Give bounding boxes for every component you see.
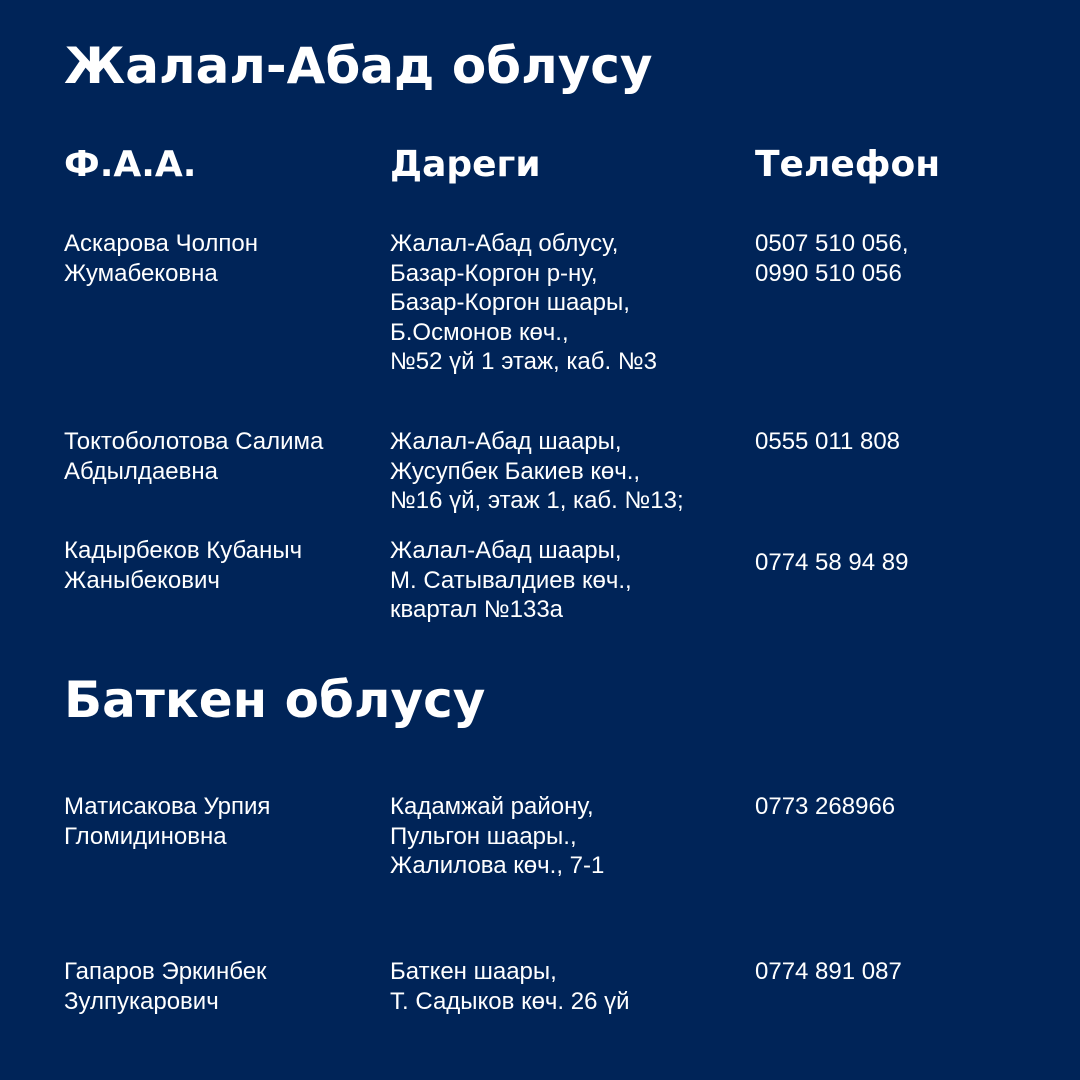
contact-name: Кадырбеков Кубаныч Жаныбекович <box>64 537 303 594</box>
contact-address: Кадамжай району, Пульгон шаары., Жалилова көч., 7-1 <box>390 793 605 879</box>
contact-name: Гапаров Эркинбек Зулпукарович <box>64 958 267 1015</box>
contact-address: Баткен шаары, Т. Садыков көч. 26 үй <box>390 958 630 1015</box>
contact-phone: 0774 891 087 <box>755 958 902 985</box>
contact-address: Жалал-Абад шаары, М. Сатывалдиев көч., квартал №133а <box>390 537 632 623</box>
contact-phone: 0555 011 808 <box>755 428 901 455</box>
column-header-name: Ф.А.А. <box>64 144 197 185</box>
section-title-batken: Баткен облусу <box>64 671 486 729</box>
contact-address: Жалал-Абад шаары, Жусупбек Бакиев көч., №16 үй, этаж 1, каб. №13; <box>390 428 684 514</box>
column-header-phone: Телефон <box>755 144 941 185</box>
contact-name: Матисакова Урпия Гломидиновна <box>64 793 271 850</box>
contact-phone: 0507 510 056, 0990 510 056 <box>755 230 909 287</box>
contact-name: Токтоболотова Салима Абдылдаевна <box>64 428 324 485</box>
column-header-address: Дареги <box>390 144 541 185</box>
contact-address: Жалал-Абад облусу, Базар-Коргон р-ну, Базар-Коргон шаары, Б.Осмонов көч., №52 үй 1 этаж, каб. №3 <box>390 230 657 375</box>
contact-phone: 0773 268966 <box>755 793 896 820</box>
contact-phone: 0774 58 94 89 <box>755 549 909 576</box>
section-title-jalal-abad: Жалал-Абад облусу <box>64 37 653 95</box>
contact-name: Аскарова Чолпон Жумабековна <box>64 230 258 287</box>
